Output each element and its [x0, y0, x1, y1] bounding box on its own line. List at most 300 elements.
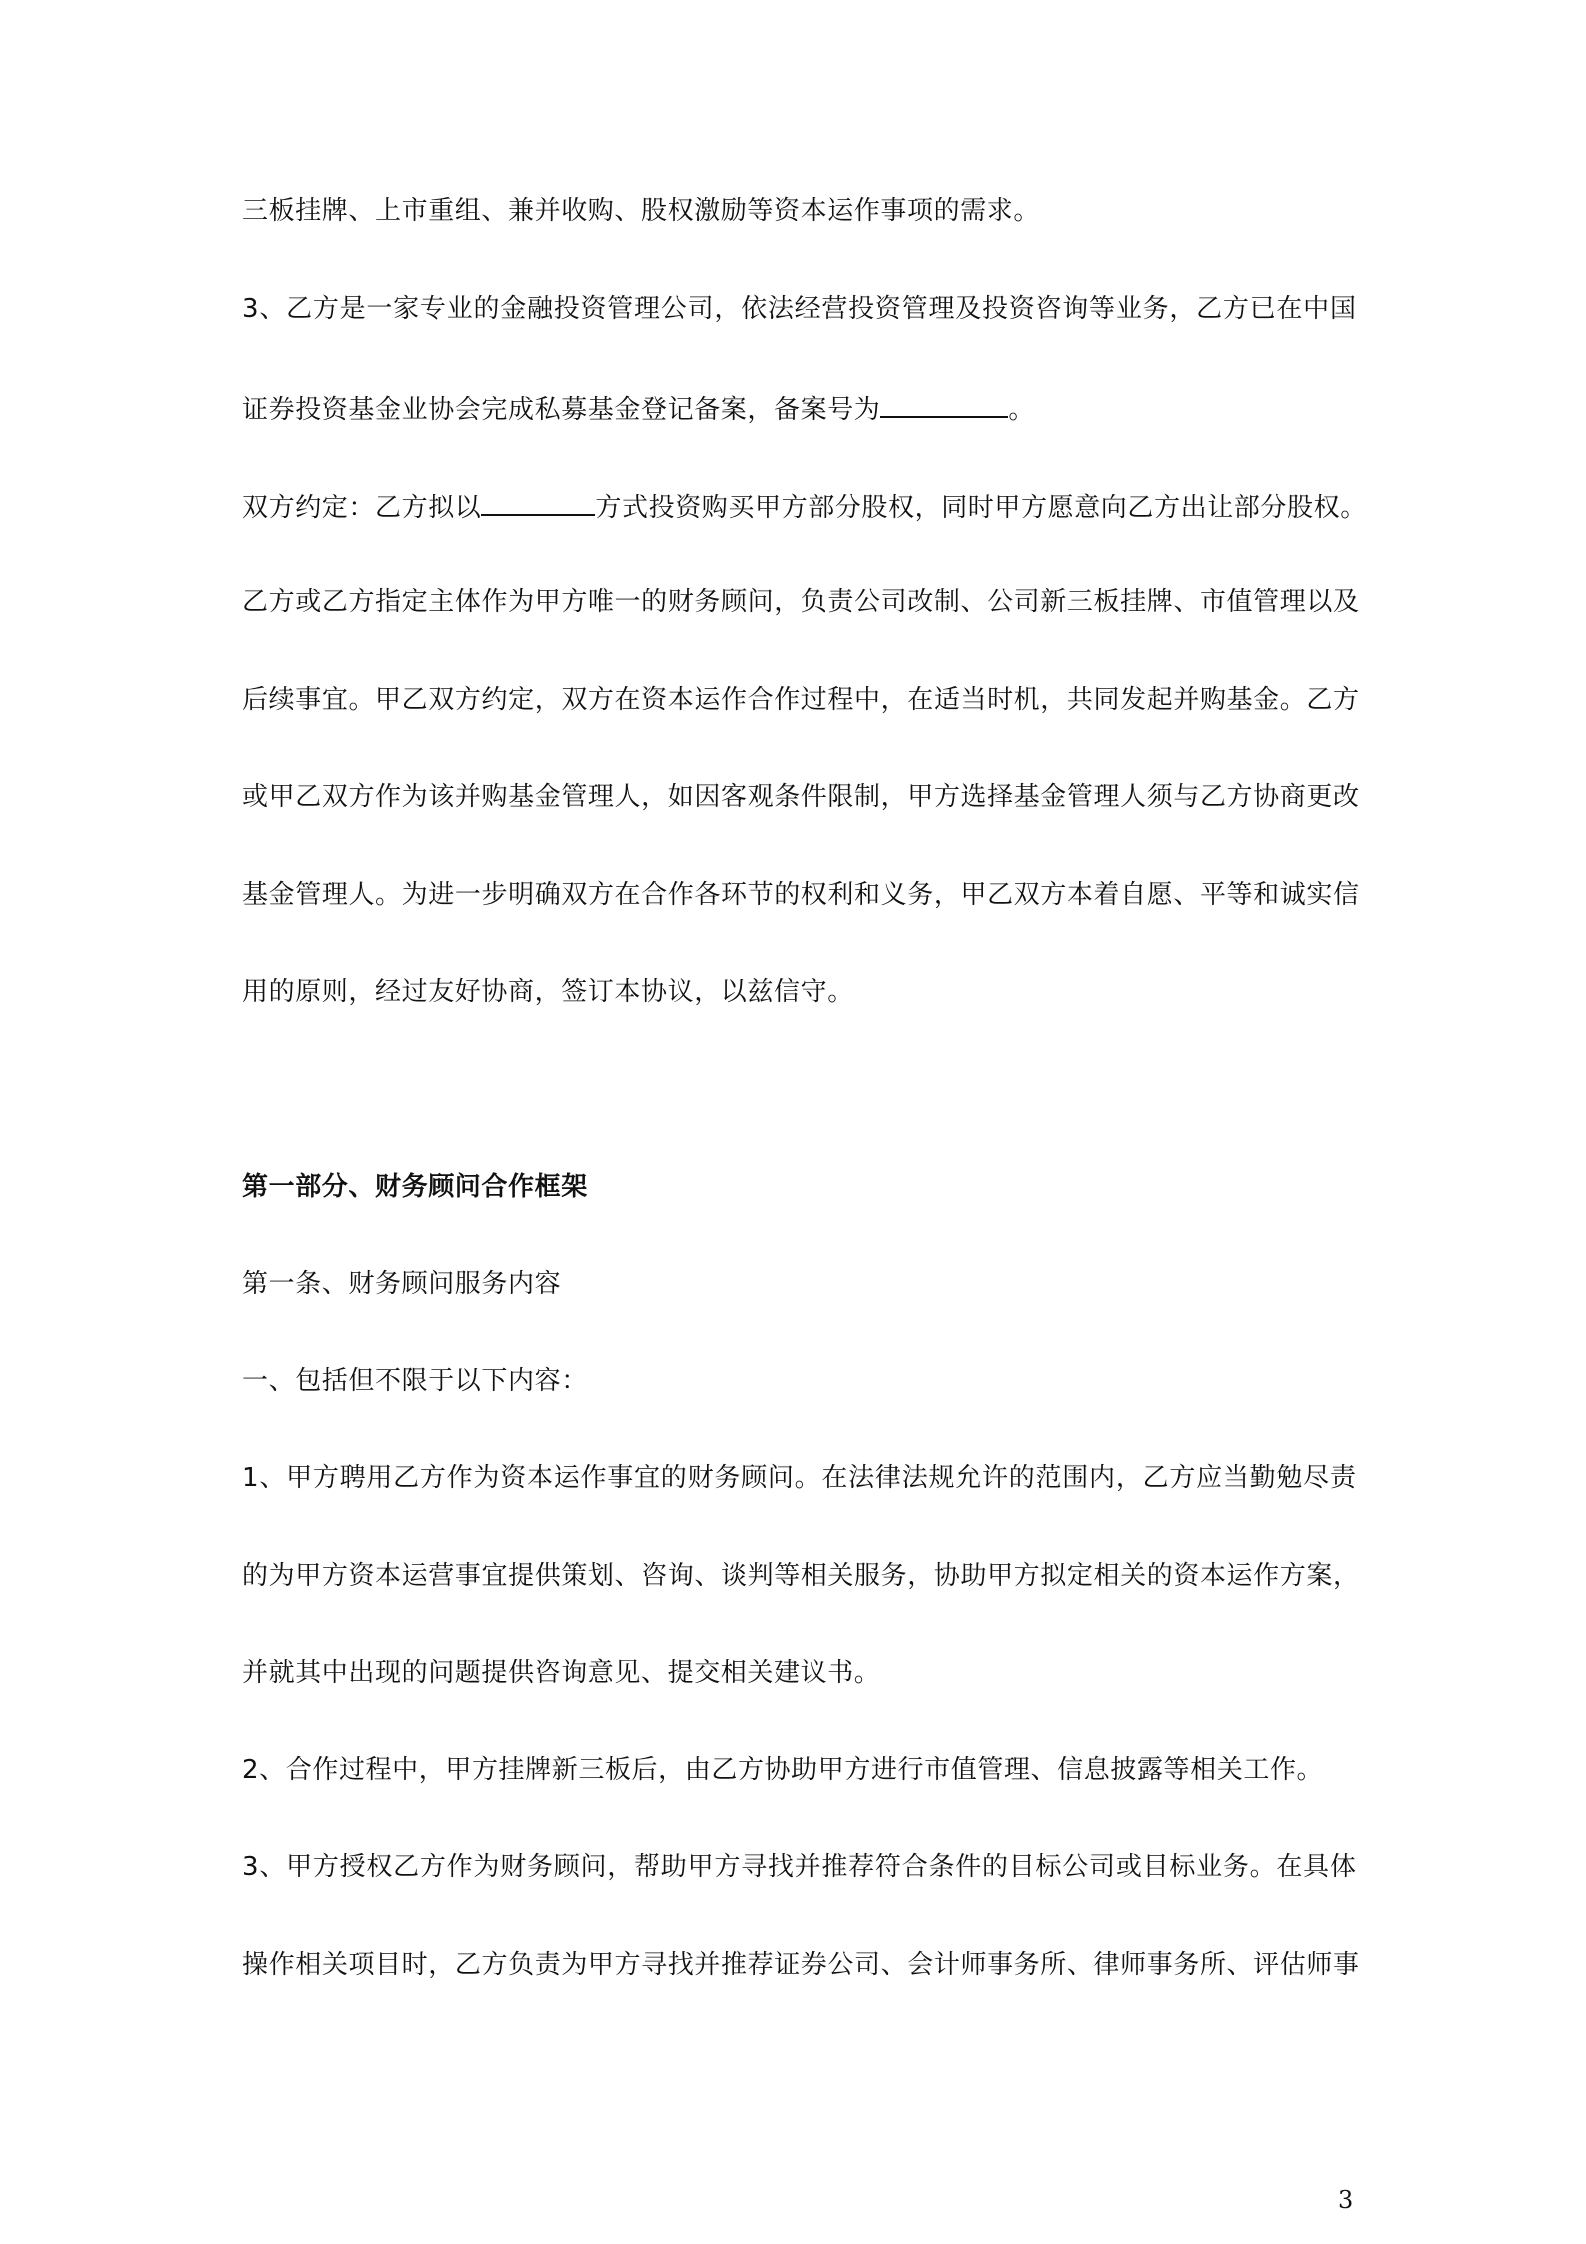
text-character: 寻 [641, 1950, 668, 1980]
text-character: 双 [561, 685, 588, 715]
paragraph-line: 用的原则，经过友好协商，签订本协议，以兹信守。 [242, 977, 854, 1007]
text-character: 定 [1066, 1561, 1094, 1591]
text-character: 义 [880, 880, 908, 910]
text-character: 板 [1093, 587, 1121, 617]
text-character: 或 [295, 587, 322, 617]
text-character: 方 [454, 685, 482, 715]
text-character: 司 [1089, 1852, 1116, 1882]
text-character: 勉 [1276, 1463, 1304, 1493]
text-character: 共 [1066, 685, 1094, 715]
text-character: 方 [481, 1950, 509, 1980]
text-character: 判 [747, 1561, 775, 1591]
text-character: 双 [321, 782, 349, 812]
text-character: 甲 [534, 587, 562, 617]
text-character: 务 [1142, 294, 1170, 324]
paragraph-line-with-blank [242, 486, 1367, 528]
text-character: 本 [375, 1561, 402, 1591]
text-character: 条 [774, 782, 801, 812]
text-character: 专 [419, 294, 447, 324]
paragraph-line [242, 875, 1360, 915]
text-character: 甲 [587, 1950, 615, 1980]
text-character: 划 [587, 1561, 615, 1591]
text-character: 条 [928, 1852, 956, 1882]
text-character: 管 [607, 294, 634, 324]
text-character: 范 [1035, 1463, 1063, 1493]
text-character: 并 [694, 1950, 721, 1980]
text-character: 一 [366, 294, 393, 324]
paragraph-line [242, 582, 1360, 622]
text-character: 改 [907, 587, 934, 617]
paragraph-line: 2、合作过程中，甲方挂牌新三板后，由乙方协助甲方进行市值管理、信息披露等相关工作。 [242, 1755, 1324, 1785]
text-character: 节 [747, 880, 775, 910]
text-character: 财 [500, 1852, 527, 1882]
text-character: 的 [641, 587, 668, 617]
text-character: 乙 [454, 1950, 482, 1980]
text-character: 顾 [720, 587, 748, 617]
text-character: 法 [848, 1463, 875, 1493]
text-character: 目 [375, 1950, 402, 1980]
text-character: 师 [1306, 1950, 1333, 1980]
paragraph-line [242, 289, 1357, 329]
text-character: 运 [553, 1463, 581, 1493]
text-character: 人 [614, 782, 642, 812]
text-character: 运 [694, 685, 721, 715]
text-character: 投 [848, 294, 875, 324]
text-character: 利 [827, 880, 855, 910]
text-character: 合 [641, 880, 668, 910]
text-character: 、 [960, 587, 988, 617]
text-character: 、 [259, 1463, 286, 1493]
text-character: 在 [614, 685, 642, 715]
text-character: 务 [714, 1463, 741, 1493]
text-character: 标 [1169, 1852, 1196, 1882]
text-character: 金 [1253, 685, 1280, 715]
text-character: 在 [614, 880, 642, 910]
text-character: 过 [800, 685, 828, 715]
text-character: 经 [794, 294, 822, 324]
text-character: 务 [880, 1561, 908, 1591]
text-character: 、 [880, 1950, 908, 1980]
paragraph-line: 并就其中出现的问题提供咨询意见、提交相关建议书。 [242, 1658, 881, 1688]
text-character: 协 [933, 1561, 961, 1591]
text-character: ， [607, 1852, 634, 1882]
text-character: 指 [375, 587, 402, 617]
text-character: 、 [1066, 1950, 1094, 1980]
text-character: 目 [1142, 1852, 1170, 1882]
text-character: 的 [774, 880, 801, 910]
text-character: 时 [987, 685, 1014, 715]
text-character: 公 [660, 294, 688, 324]
text-character: 的 [1146, 1561, 1174, 1591]
text-character: 、 [259, 294, 286, 324]
text-character: 荐 [747, 1950, 775, 1980]
text-character: ， [714, 294, 741, 324]
text-character: 改 [1332, 782, 1360, 812]
text-character: 资 [874, 294, 902, 324]
text-character: 在 [821, 1463, 848, 1493]
text-character: 顾 [741, 1463, 768, 1493]
text-character: 制 [854, 782, 881, 812]
text-character: 律 [874, 1463, 902, 1493]
text-character: 双 [428, 685, 455, 715]
text-character: 方 [348, 587, 376, 617]
paragraph-line-with-blank [242, 388, 1362, 430]
text-character: 诚 [1279, 880, 1307, 910]
text-character: 或 [1115, 1852, 1143, 1882]
text-character: 。 [1279, 685, 1307, 715]
text-character: 环 [720, 880, 748, 910]
text-character: 券 [800, 1950, 828, 1980]
text-character: 乙 [242, 587, 269, 617]
text-character: 提 [508, 1561, 535, 1591]
item-intro: 一、包括但不限于以下内容： [242, 1366, 588, 1396]
text-character: 务 [694, 587, 721, 617]
text-character: 谈 [720, 1561, 748, 1591]
text-character: ， [1040, 685, 1067, 715]
text-character: 乙 [295, 782, 322, 812]
text-character: 方 [348, 782, 376, 812]
text-character: 、 [614, 1561, 642, 1591]
text-character: 策 [561, 1561, 588, 1591]
text-character: 相 [800, 1561, 828, 1591]
text-character: 服 [854, 1561, 881, 1591]
text-character: 乙 [286, 294, 313, 324]
text-character: 、 [1173, 880, 1200, 910]
text-character: 管 [561, 782, 588, 812]
text-character: 业 [446, 294, 474, 324]
text-character: 方 [419, 1852, 447, 1882]
text-character: 方 [312, 294, 340, 324]
text-character: 作 [268, 1950, 296, 1980]
text-character: 的 [1008, 1463, 1036, 1493]
text-character: 询 [667, 1561, 695, 1591]
text-character: 规 [928, 1463, 956, 1493]
text-character: 供 [534, 1561, 562, 1591]
text-character: 方 [614, 1950, 642, 1980]
text-character: 寻 [741, 1852, 768, 1882]
text-character: 问 [580, 1852, 608, 1882]
text-character: 须 [1146, 782, 1174, 812]
text-character: 务 [526, 1852, 554, 1882]
text-character: 拟 [1040, 1561, 1067, 1591]
text-character: 符 [874, 1852, 902, 1882]
text-character: 许 [981, 1463, 1009, 1493]
text-character: 帮 [634, 1852, 661, 1882]
text-character: 询 [1062, 294, 1089, 324]
text-character: 方 [1040, 880, 1067, 910]
text-character: 体 [454, 587, 482, 617]
text-character: 择 [987, 782, 1014, 812]
text-character: 投 [981, 294, 1009, 324]
text-character: 一 [614, 587, 642, 617]
text-character: ， [1169, 294, 1196, 324]
text-character: 。 [794, 1463, 822, 1493]
text-character: 所 [1199, 1950, 1227, 1980]
text-character: 程 [827, 685, 855, 715]
text-character: 为 [401, 782, 429, 812]
text-character: 用 [366, 1463, 393, 1493]
text-character: 甲 [907, 782, 934, 812]
text-character: 为 [473, 1463, 501, 1493]
text-character: 方 [419, 1463, 447, 1493]
text-character: 具 [1303, 1852, 1330, 1882]
text-character: 方 [312, 1852, 340, 1882]
text-character: 主 [428, 587, 455, 617]
text-character: 关 [1120, 1561, 1147, 1591]
text-character: 事 [454, 1561, 482, 1591]
text-character: 明 [508, 880, 535, 910]
text-character: 方 [561, 587, 588, 617]
text-character: 甲 [960, 880, 988, 910]
text-character: 等 [774, 1561, 801, 1591]
text-character: 推 [821, 1852, 848, 1882]
text-character: 当 [960, 685, 988, 715]
text-character: 资 [1008, 294, 1036, 324]
text-character: 管 [1066, 782, 1094, 812]
text-character: 同 [1093, 685, 1121, 715]
text-character: 司 [1013, 587, 1041, 617]
text-character: 件 [800, 782, 828, 812]
text-character: 务 [1222, 1852, 1250, 1882]
text-character: 在 [1276, 1852, 1304, 1882]
text-character: 乙 [321, 587, 349, 617]
text-character: 管 [295, 880, 322, 910]
text-character: 理 [587, 782, 615, 812]
text-character: 、 [694, 1561, 721, 1591]
text-character: 乙 [393, 1463, 420, 1493]
text-character: 操 [242, 1950, 269, 1980]
text-character: 投 [553, 294, 581, 324]
paragraph-line [242, 1458, 1357, 1498]
text-character: 作 [720, 685, 748, 715]
text-character: 方 [268, 587, 296, 617]
text-character: 司 [880, 587, 908, 617]
text-character: 唯 [587, 587, 615, 617]
text-character: 方 [1226, 782, 1254, 812]
text-character: 值 [1226, 587, 1254, 617]
text-character: 1 [242, 1463, 260, 1493]
text-character: 业 [1196, 1852, 1223, 1882]
text-character: 师 [1120, 1950, 1147, 1980]
text-character: 人 [348, 880, 376, 910]
text-character: 续 [268, 685, 296, 715]
text-character: 为 [268, 1561, 296, 1591]
paragraph-line [242, 1945, 1360, 1985]
text-character: 及 [955, 294, 982, 324]
section-title: 第一部分、财务顾问合作框架 [242, 1172, 588, 1202]
text-character: 、 [1173, 587, 1200, 617]
text-character: 甲 [687, 1852, 715, 1882]
text-character: 宜 [481, 1561, 509, 1591]
text-character: 是 [339, 294, 367, 324]
text-character: 协 [1253, 782, 1280, 812]
text-character: ， [1332, 1561, 1360, 1591]
text-character: 作 [481, 587, 509, 617]
text-character: 案 [1306, 1561, 1333, 1591]
text-character: 已 [1249, 294, 1277, 324]
text-character: 资 [580, 294, 608, 324]
text-character: 助 [960, 1561, 988, 1591]
text-character: 购 [481, 782, 509, 812]
page-number: 3 [1338, 2186, 1354, 2214]
text-character: 约 [481, 685, 509, 715]
text-character: 务 [907, 880, 934, 910]
text-character: 律 [1093, 1950, 1121, 1980]
text-character: 金 [500, 294, 527, 324]
text-character: 确 [534, 880, 562, 910]
text-character: 法 [767, 294, 795, 324]
text-character: 如 [667, 782, 695, 812]
text-character: 、 [259, 1852, 286, 1882]
text-character: 理 [928, 294, 956, 324]
text-character: 理 [1279, 587, 1307, 617]
text-character: 后 [242, 685, 269, 715]
text-character: 实 [1306, 880, 1333, 910]
text-character: 甲 [286, 1463, 313, 1493]
text-character: 本 [1199, 1561, 1227, 1591]
text-character: 方 [587, 880, 615, 910]
text-character: 基 [1226, 685, 1254, 715]
paragraph-line: 三板挂牌、上市重组、兼并收购、股权激励等资本运作事项的需求。 [242, 196, 1041, 226]
text-character: 因 [694, 782, 721, 812]
text-character: 制 [933, 587, 961, 617]
text-character: 理 [1093, 782, 1121, 812]
text-character: 资 [1173, 1561, 1200, 1591]
text-character: 资 [641, 685, 668, 715]
text-character: ， [774, 587, 801, 617]
text-character: 当 [1222, 1463, 1250, 1493]
text-character: 乙 [1196, 294, 1223, 324]
text-character: 方 [312, 1463, 340, 1493]
text-character: 找 [767, 1852, 795, 1882]
paragraph-text: 。 [1008, 395, 1036, 425]
text-character: ， [880, 782, 908, 812]
text-character: 负 [800, 587, 828, 617]
text-character: 事 [1146, 1950, 1174, 1980]
text-character: 方 [1013, 1561, 1041, 1591]
text-character: 资 [348, 1561, 376, 1591]
text-character: 尽 [1303, 1463, 1330, 1493]
text-character: 基 [242, 880, 269, 910]
paragraph-text: 方式投资购买甲方部分股权，同时甲方愿意向乙方出让部分股权。 [595, 493, 1367, 523]
text-character: 客 [720, 782, 748, 812]
text-character: 应 [1196, 1463, 1223, 1493]
text-character: 金 [1040, 782, 1067, 812]
text-character: 咨 [1035, 294, 1063, 324]
text-character: 营 [821, 294, 848, 324]
text-character: 机 [1013, 685, 1041, 715]
text-character: 公 [1062, 1852, 1089, 1882]
text-character: 双 [1013, 880, 1041, 910]
text-character: 信 [1332, 880, 1360, 910]
text-character: 中 [1303, 294, 1330, 324]
text-character: 事 [1332, 1950, 1360, 1980]
text-character: 权 [800, 880, 828, 910]
text-character: 双 [561, 880, 588, 910]
text-character: 金 [534, 782, 562, 812]
text-character: 关 [321, 1950, 349, 1980]
text-character: 发 [1120, 685, 1147, 715]
text-character: 本 [1066, 880, 1094, 910]
text-character: 国 [1329, 294, 1357, 324]
text-character: 司 [687, 294, 715, 324]
text-character: 进 [428, 880, 455, 910]
text-character: 市 [1199, 587, 1227, 617]
text-character: 负 [508, 1950, 535, 1980]
text-character: 并 [1173, 685, 1200, 715]
text-character: 作 [667, 880, 695, 910]
paragraph-line [242, 1847, 1357, 1887]
text-character: 管 [1253, 587, 1280, 617]
text-character: 家 [393, 294, 420, 324]
text-character: 事 [607, 1463, 634, 1493]
text-character: ， [534, 685, 562, 715]
text-character: ， [880, 685, 908, 715]
text-character: 3 [242, 294, 260, 324]
text-character: ， [428, 1950, 455, 1980]
text-character: 为 [508, 587, 535, 617]
text-character: 业 [1115, 294, 1143, 324]
text-character: 的 [242, 1561, 269, 1591]
text-character: 务 [1173, 1950, 1200, 1980]
text-character: 理 [321, 880, 349, 910]
text-character: 事 [295, 685, 322, 715]
text-character: 合 [747, 685, 775, 715]
text-character: 本 [526, 1463, 554, 1493]
text-character: 关 [827, 1561, 855, 1591]
investment-method-blank [481, 486, 595, 516]
text-character: 方 [1279, 1561, 1307, 1591]
text-character: 授 [339, 1852, 367, 1882]
text-character: 步 [481, 880, 509, 910]
text-character: 运 [401, 1561, 429, 1591]
text-character: 计 [933, 1950, 961, 1980]
text-character: 公 [854, 587, 881, 617]
text-character: 责 [534, 1950, 562, 1980]
text-character: 人 [1120, 782, 1147, 812]
text-character: 甲 [286, 1852, 313, 1882]
text-character: 时 [401, 1950, 429, 1980]
text-character: 乙 [401, 685, 429, 715]
text-character: 。 [375, 880, 402, 910]
text-character: 责 [827, 587, 855, 617]
paragraph-line [242, 1556, 1360, 1596]
text-character: 管 [901, 294, 929, 324]
text-character: 宜 [321, 685, 349, 715]
text-character: 方 [587, 685, 615, 715]
text-character: 方 [1222, 294, 1250, 324]
text-character: 方 [321, 1561, 349, 1591]
text-character: 定 [401, 587, 429, 617]
text-character: 助 [660, 1852, 688, 1882]
text-character: 着 [1093, 880, 1121, 910]
text-character: ， [933, 880, 961, 910]
text-character: 乙 [1306, 685, 1333, 715]
text-character: 适 [933, 685, 961, 715]
text-character: 问 [747, 587, 775, 617]
text-character: 为 [561, 1950, 588, 1980]
text-character: 顾 [553, 1852, 581, 1882]
text-character: 方 [1169, 1463, 1196, 1493]
text-character: 事 [987, 1950, 1014, 1980]
text-character: 中 [854, 685, 881, 715]
text-character: 相 [295, 1950, 322, 1980]
text-character: 找 [667, 1950, 695, 1980]
text-character: 基 [1013, 782, 1041, 812]
text-character: 牌 [1146, 587, 1174, 617]
text-character: 作 [446, 1463, 474, 1493]
text-character: 方 [933, 782, 961, 812]
